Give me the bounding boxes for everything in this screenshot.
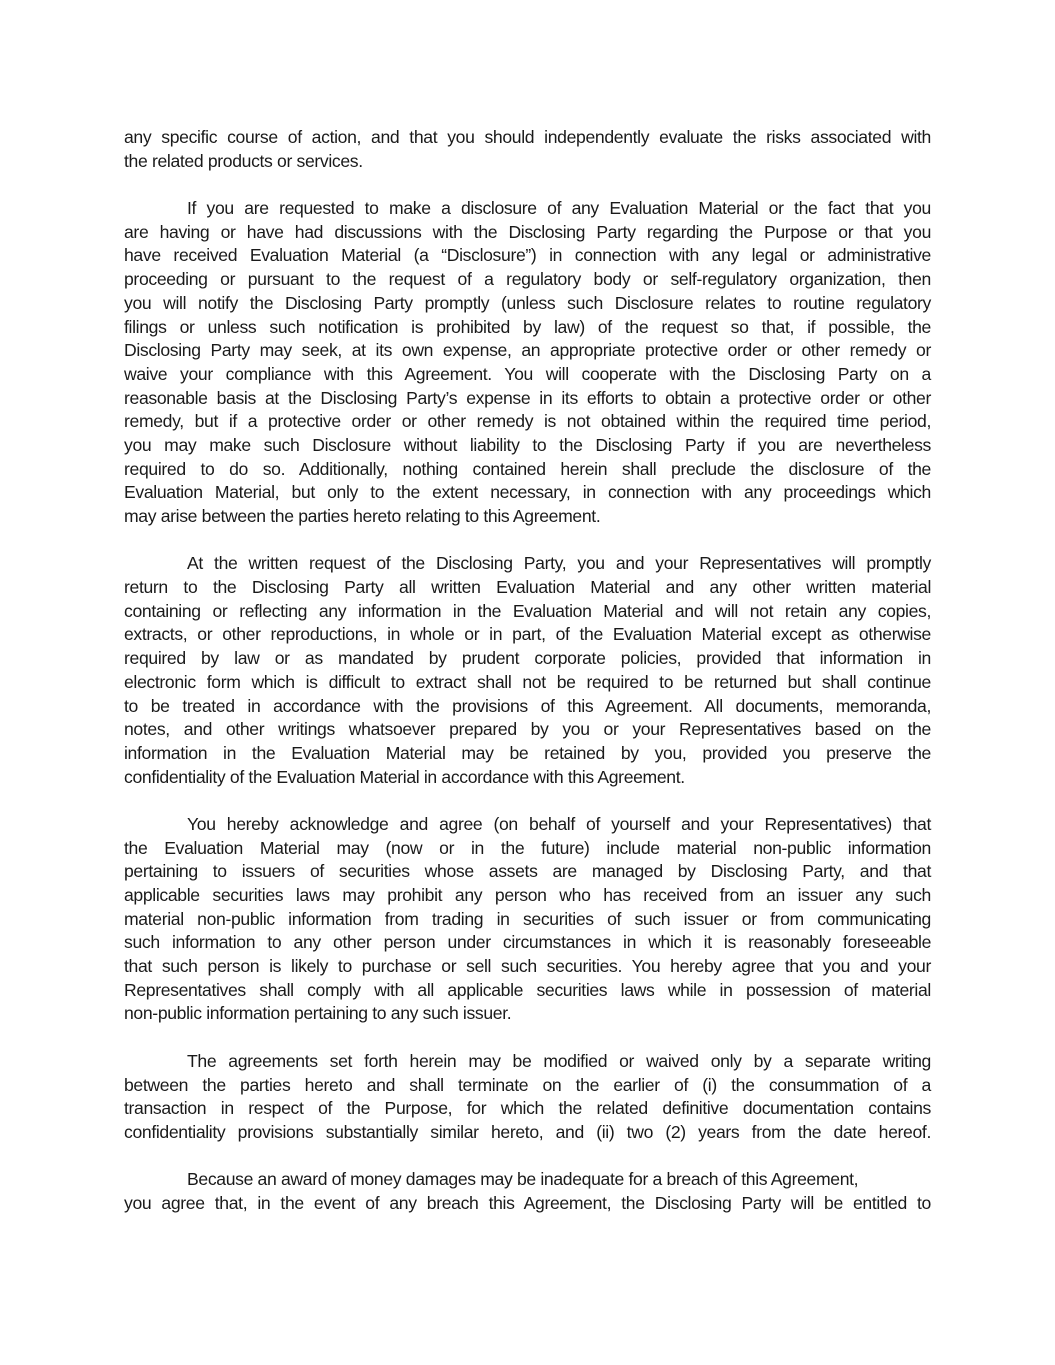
paragraph-spacer bbox=[124, 173, 931, 197]
text-line: the Evaluation Material may (now or in the future) include material non-public information bbox=[124, 837, 931, 858]
text-line: Because an award of money damages may be inadequate for a breach of this Agreement, bbox=[187, 1169, 859, 1190]
paragraph-remedies bbox=[124, 1168, 931, 1215]
text-line: remedy, but if a protective order or other remedy is not obtained within the required time period, bbox=[124, 411, 931, 432]
paragraph-modification-term bbox=[124, 1050, 931, 1145]
text-line: non-public information pertaining to any such issuer. bbox=[124, 1003, 512, 1024]
text-line: the related products or services. bbox=[124, 150, 363, 171]
text-line: If you are requested to make a disclosure of any Evaluation Material or the fact that you bbox=[187, 198, 931, 219]
text-line: you may make such Disclosure without liability to the Disclosing Party if you are nevertheless bbox=[124, 434, 931, 455]
paragraph-spacer bbox=[124, 529, 931, 553]
text-line: reasonable basis at the Disclosing Party’s expense in its efforts to obtain a protective order or other bbox=[124, 387, 931, 408]
text-line: that such person is likely to purchase or sell such securities. You hereby agree that you and your bbox=[124, 956, 931, 977]
text-line: any specific course of action, and that you should independently evaluate the risks associated with bbox=[124, 127, 931, 147]
paragraph-disclosure-request bbox=[124, 197, 931, 529]
text-line: confidentiality provisions substantially similar hereto, and (ii) two (2) years from the date hereof. bbox=[124, 1121, 931, 1142]
paragraph-spacer bbox=[124, 789, 931, 813]
text-line: material non-public information from trading in securities of such issuer or from communicating bbox=[124, 908, 931, 929]
paragraph-spacer bbox=[124, 1026, 931, 1050]
text-line: transaction in respect of the Purpose, for which the related definitive documentation contains bbox=[124, 1098, 931, 1119]
text-line: proceeding or pursuant to the request of a regulatory body or self-regulatory organization, then bbox=[124, 269, 931, 290]
document-body bbox=[124, 126, 931, 1216]
text-line: electronic form which is difficult to extract shall not be required to be returned but shall continue bbox=[124, 671, 931, 692]
text-line: Disclosing Party may seek, at its own expense, an appropriate protective order or other remedy or bbox=[124, 340, 931, 361]
text-line: Representatives shall comply with all applicable securities laws while in possession of material bbox=[124, 979, 931, 1000]
text-line: such information to any other person under circumstances in which it is reasonably foreseeable bbox=[124, 932, 931, 953]
text-line: filings or unless such notification is prohibited by law) of the request so that, if possible, the bbox=[124, 316, 931, 337]
paragraph-continuation bbox=[124, 126, 931, 173]
text-line: At the written request of the Disclosing Party, you and your Representatives will promptly bbox=[187, 553, 931, 574]
text-line: required to do so. Additionally, nothing contained herein shall preclude the disclosure of the bbox=[124, 458, 931, 479]
text-line: confidentiality of the Evaluation Material in accordance with this Agreement. bbox=[124, 766, 685, 787]
text-line: you will notify the Disclosing Party promptly (unless such Disclosure relates to routine regulatory bbox=[124, 292, 931, 313]
text-line: information in the Evaluation Material may be retained by you, provided you preserve the bbox=[124, 742, 931, 763]
paragraph-return-of-material bbox=[124, 552, 931, 789]
text-line: You hereby acknowledge and agree (on behalf of yourself and your Representatives) that bbox=[187, 813, 931, 834]
paragraph-spacer bbox=[124, 1145, 931, 1169]
text-line: waive your compliance with this Agreement. You will cooperate with the Disclosing Party on a bbox=[124, 363, 931, 384]
text-line: applicable securities laws may prohibit any person who has received from an issuer any such bbox=[124, 885, 931, 905]
text-line: extracts, or other reproductions, in whole or in part, of the Evaluation Material except as otherwise bbox=[124, 624, 931, 645]
text-line: Evaluation Material, but only to the extent necessary, in connection with any proceedings which bbox=[124, 482, 931, 503]
text-line: have received Evaluation Material (a “Disclosure”) in connection with any legal or administrative bbox=[124, 245, 931, 266]
text-line: required by law or as mandated by prudent corporate policies, provided that information in bbox=[124, 648, 931, 669]
text-line: notes, and other writings whatsoever prepared by you or your Representatives based on the bbox=[124, 719, 931, 740]
text-line: The agreements set forth herein may be modified or waived only by a separate writing bbox=[187, 1050, 931, 1071]
text-line: may arise between the parties hereto relating to this Agreement. bbox=[124, 506, 601, 526]
text-line: are having or have had discussions with the Disclosing Party regarding the Purpose or that you bbox=[124, 221, 931, 242]
text-line: to be treated in accordance with the provisions of this Agreement. All documents, memoranda, bbox=[124, 695, 931, 716]
text-line: between the parties hereto and shall terminate on the earlier of (i) the consummation of a bbox=[124, 1074, 931, 1095]
paragraph-securities-laws bbox=[124, 813, 931, 1026]
text-line: you agree that, in the event of any breach this Agreement, the Disclosing Party will be entitled to bbox=[124, 1192, 931, 1213]
text-line: return to the Disclosing Party all written Evaluation Material and any other written material bbox=[124, 577, 931, 598]
text-line: containing or reflecting any information in the Evaluation Material and will not retain any copies, bbox=[124, 600, 931, 621]
text-line: pertaining to issuers of securities whose assets are managed by Disclosing Party, and that bbox=[124, 861, 931, 882]
